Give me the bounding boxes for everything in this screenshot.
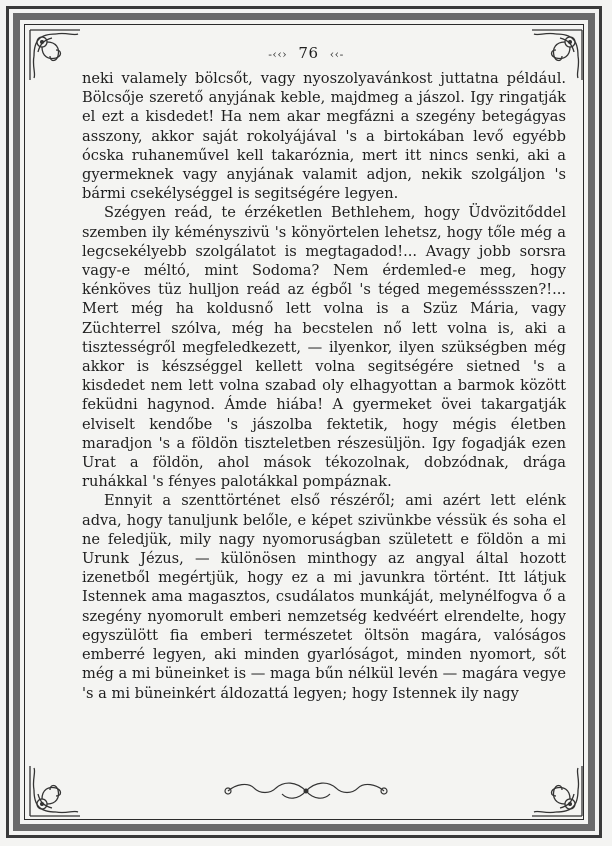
body-text	[82, 69, 566, 703]
header-ornament-right: ‹‹-	[329, 48, 344, 61]
paragraph-1: neki valamely bölcsőt, vagy nyoszolyavánkost juttatna például. Bölcsője szerető anyjának keble, majdmeg a jászol. Igy ringatják el ezt a kisdedet! Ha nem akar megfázni a szegény betegágyas asszony, akkor saját rokolyájával 's a birtokában levő egyébb ócska ruhaneművel kell takaróznia, mert itt nincs senki, aki a gyermeknek vagy anyjának valamit adjon, nekik szolgáljon 's bármi csekélységgel is segitségére legyen.	[82, 70, 566, 203]
page-number: 76	[298, 44, 319, 62]
page-header	[0, 44, 612, 62]
header-ornament-left: -‹‹›	[268, 48, 288, 61]
paragraph-2: Szégyen reád, te érzéketlen Bethlehem, hogy Üdvözitőddel szemben ily kéményszivü 's könyörtelen lehetsz, hogy tőle még a legcsekélyebb szolgálatot is megtagadod!... Avagy jobb sorsra vagy-e méltó, mint Sodoma? Nem érdemled-e meg, hogy kénköves tüz hulljon reád az égből 's téged megeméssszen?!... Mert még ha koldusnő lett volna is a Szüz Mária, vagy Züchterrel szólva, még ha becstelen nő lett volna is, aki a tisztességről megfeledkezett, — ilyenkor, ilyen szükségben még akkor is készséggel kellett volna segitségére sietned 's a kisdedet nem lett volna szabad oly elhagyottan a barmok között feküdni hagynod. Ámde hiába! A gyermeket övei takargatják elviselt kendőbe 's jászolba fektetik, hogy mégis életben maradjon 's a földön tiszteletben részesüljön. Igy fogadják ezen Urat a földön, ahol mások tékozolnak, dobzódnak, drága ruhákkal 's fényes palotákkal pompáznak.	[82, 204, 566, 491]
bottom-scroll-ornament-icon	[0, 776, 612, 806]
paragraph-3: Ennyit a szenttörténet első részéről; ami azért lett elénk adva, hogy tanuljunk belőle, e képet szivünkbe véssük és soha el ne feledjük, mily nagy nyomoruságban született e földön a mi Urunk Jézus, — különösen minthogy az angyal által hozott izenetből megértjük, hogy ez a mi javunkra történt. Itt látjuk Istennek ama magasztos, csudálatos munkáját, melynélfogva ő a szegény nyomorult emberi nemzetség kedvéért elrendelte, hogy egyszülött fia emberi természetet öltsön magára, valóságos emberré legyen, aki minden gyarlóságot, minden nyomort, sőt még a mi büneinket is — maga bűn nélkül levén — magára vegye 's a mi büneinkért áldozattá legyen; hogy Istennek ily nagy	[82, 492, 566, 702]
